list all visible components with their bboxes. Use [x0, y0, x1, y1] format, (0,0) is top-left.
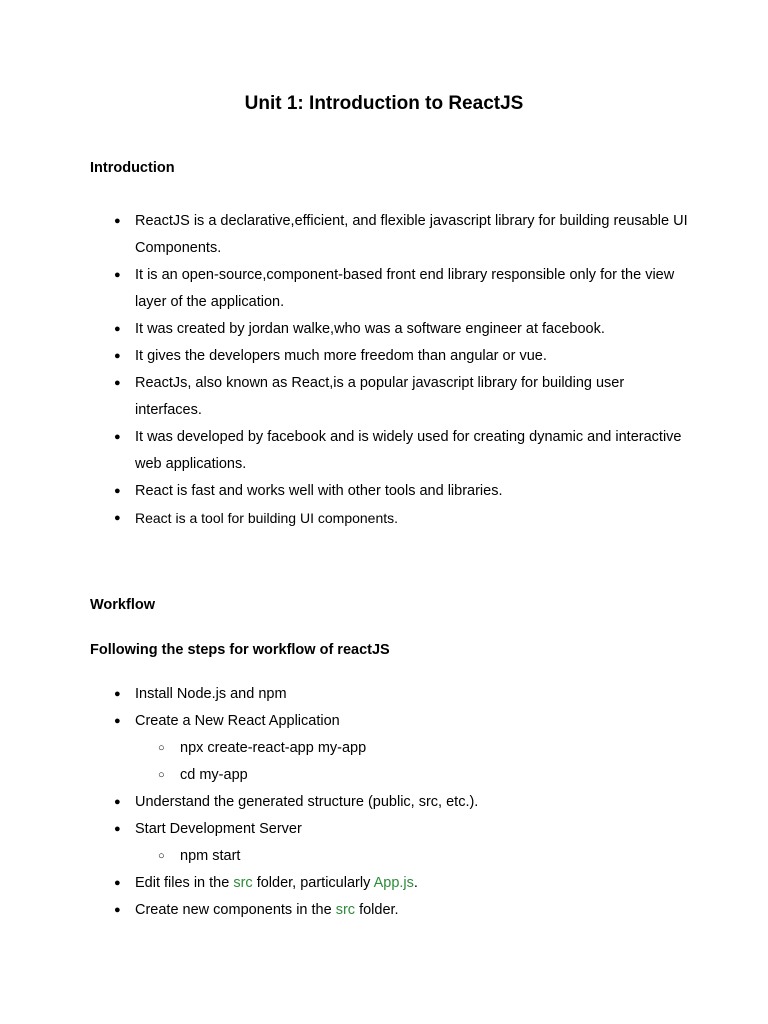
code-term-app-js: App.js	[373, 875, 414, 891]
list-item-text: npm start	[180, 848, 241, 864]
bullet-icon: ●	[114, 377, 121, 389]
list-item	[90, 505, 690, 532]
list-item	[90, 681, 690, 708]
list-item	[90, 343, 690, 370]
code-term-src: src	[233, 875, 253, 891]
list-item	[90, 708, 690, 735]
list-item	[90, 370, 690, 424]
list-item	[90, 208, 690, 262]
page-title: Unit 1: Introduction to ReactJS	[244, 93, 524, 114]
intro-list	[90, 208, 690, 532]
list-item-text: npx create-react-app my-app	[180, 740, 367, 756]
list-item-text: ReactJS is a declarative,efficient, and flexible javascript library for building reusable UI Components.	[135, 213, 688, 256]
sub-list-item	[90, 735, 690, 762]
bullet-icon: ●	[114, 350, 121, 362]
list-item-text: React is a tool for building UI components.	[135, 510, 399, 526]
list-item-text	[135, 875, 418, 891]
bullet-icon: ●	[114, 823, 121, 835]
list-item-text: It gives the developers much more freedom than angular or vue.	[135, 348, 547, 364]
text-segment: folder.	[355, 902, 399, 918]
list-item	[90, 424, 690, 478]
text-segment: Edit files in the	[135, 875, 234, 891]
list-item-text: Install Node.js and npm	[135, 686, 287, 702]
bullet-icon: ●	[114, 323, 121, 335]
list-item	[90, 789, 690, 816]
bullet-icon: ●	[114, 512, 121, 524]
bullet-icon: ●	[114, 688, 121, 700]
text-segment: Create new components in the	[135, 902, 336, 918]
list-item-text: ReactJs, also known as React,is a popular javascript library for building user interfaces.	[135, 375, 625, 418]
bullet-icon: ●	[114, 904, 121, 916]
workflow-heading: Workflow	[90, 597, 155, 613]
list-item	[90, 816, 690, 843]
hollow-bullet-icon: ○	[158, 850, 165, 862]
list-item-text: It was created by jordan walke,who was a software engineer at facebook.	[135, 321, 605, 337]
intro-heading: Introduction	[90, 160, 175, 176]
bullet-icon: ●	[114, 877, 121, 889]
list-item-text: Start Development Server	[135, 821, 302, 837]
bullet-icon: ●	[114, 796, 121, 808]
workflow-subheading: Following the steps for workflow of reactJS	[90, 642, 390, 658]
code-term-src: src	[335, 902, 356, 918]
list-item-text: It was developed by facebook and is widely used for creating dynamic and interactive web applications.	[135, 429, 682, 472]
list-item	[90, 478, 690, 505]
list-item-text: Understand the generated structure (public, src, etc.).	[135, 794, 479, 810]
text-segment: .	[413, 875, 418, 891]
list-item-text: React is fast and works well with other tools and libraries.	[135, 483, 503, 499]
bullet-icon: ●	[114, 215, 121, 227]
bullet-icon: ●	[114, 431, 121, 443]
list-item	[90, 316, 690, 343]
sub-list-item	[90, 843, 690, 870]
text-segment: folder, particularly	[252, 875, 374, 891]
list-item	[90, 870, 690, 897]
list-item-text: It is an open-source,component-based front end library responsible only for the view layer of the application.	[135, 267, 675, 310]
list-item-text	[135, 902, 399, 918]
sub-list-item	[90, 762, 690, 789]
list-item	[90, 897, 690, 924]
bullet-icon: ●	[114, 269, 121, 281]
hollow-bullet-icon: ○	[158, 742, 165, 754]
workflow-list	[90, 681, 690, 924]
bullet-icon: ●	[114, 485, 121, 497]
hollow-bullet-icon: ○	[158, 769, 165, 781]
list-item	[90, 262, 690, 316]
list-item-text: Create a New React Application	[135, 713, 340, 729]
list-item-text: cd my-app	[180, 767, 248, 783]
bullet-icon: ●	[114, 715, 121, 727]
